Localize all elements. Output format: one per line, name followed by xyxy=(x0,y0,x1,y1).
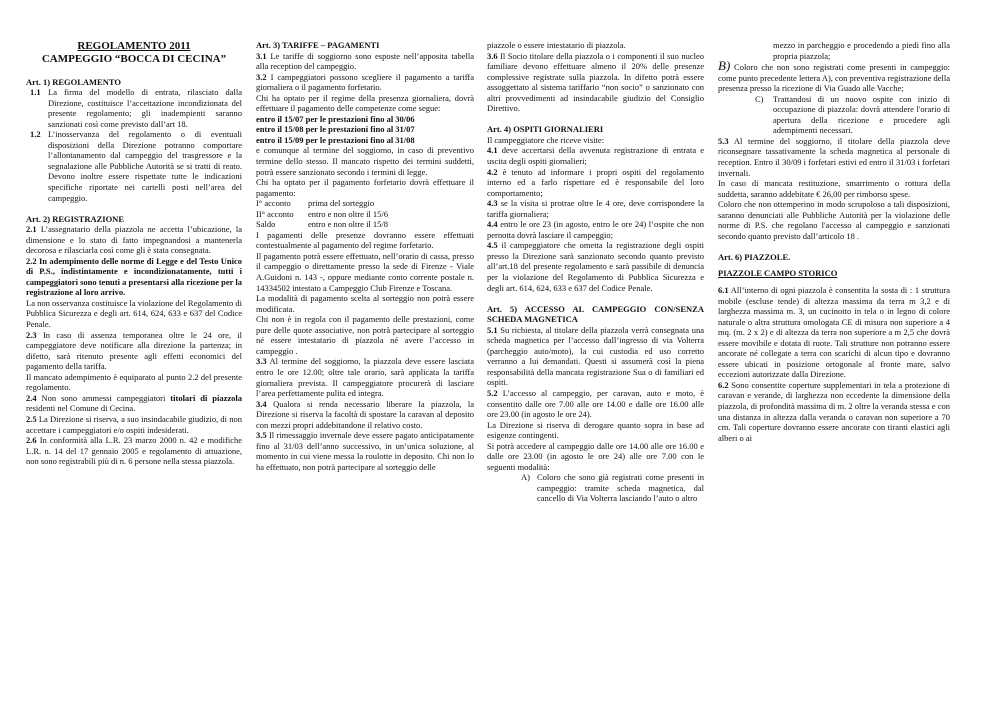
rule-1-2: 1.2 L’inosservanza del regolamento o di eventuali disposizioni della Direzione potranno comportare l’allontanamento dal campeggio del trasgressore e la segnalazione alle Pubbliche Autorità se si tratti di reato. Devono inoltre essere rispettate tutte le indicazioni specifiche riportate nei cartelli posti nell’area del campeggio. xyxy=(30,129,242,203)
payment-text-1: I pagamenti delle presenze dovranno essere effettuati contestualmente al pagamento del regime forfetario. xyxy=(256,229,474,251)
rule-3-5-cont: piazzole o essere intestatario di piazzola. xyxy=(487,40,626,50)
rule-4-4: 4.4 entro le ore 23 (in agosto, entro le ore 24) l’ospite che non pernotta dovrà lasciare il campeggio; xyxy=(487,219,704,240)
column-2 xyxy=(256,40,474,472)
list-item-a-cont: mezzo in parcheggio e procedendo a piedi fino alla propria piazzola; xyxy=(773,40,950,61)
art1-heading: Art. 1) REGOLAMENTO xyxy=(26,76,121,87)
rule-5-2-text-2: La Direzione si riserva di derogare quanto sopra in base ad esigenze contingenti. xyxy=(487,419,704,441)
column-4 xyxy=(718,40,950,443)
rule-3-2-text: Chi ha optato per il regime della presenza giornaliera, dovrà effettuare il pagamento delle competenze come segue: xyxy=(256,92,474,114)
installment-1: I° acconto prima del sorteggio xyxy=(256,198,375,209)
rule-2-4: 2.4 Non sono ammessi campeggiatori titolari di piazzola residenti nel Comune di Cecina. xyxy=(26,392,242,414)
rule-3-1: 3.1 Le tariffe di soggiorno sono esposte nell’apposita tabella alla reception del campeggio. xyxy=(256,50,475,72)
deadline-3: entro il 15/09 per le prestazioni fino al 31/08 xyxy=(256,134,415,145)
forfait-text: Chi ha optato per il pagamento forfetario dovrà effettuare il pagamento: xyxy=(256,177,474,198)
rule-2-5: 2.5 La Direzione si riserva, a suo insindacabile giudizio, di non accettare i campeggiatori e/o ospiti indesiderati. xyxy=(26,413,243,435)
title-line-1: REGOLAMENTO 2011 xyxy=(77,40,191,52)
rule-5-2: 5.2 L’accesso al campeggio, per caravan, auto e moto, è consentito dalle ore 7.00 alle ore 14.00 e dalle ore 16.00 alle ore 23.00 (in agosto le ore 24). xyxy=(487,387,705,420)
deadline-text: e comunque al termine del soggiorno, in caso di preventivo termine dello stesso. Il mancato rispetto dei termini suddetti, potrà essere sanzionato secondo i termini di legge. xyxy=(256,145,474,177)
rule-2-3-text: Il mancato adempimento è equiparato al punto 2.2 del presente regolamento. xyxy=(26,371,242,393)
rule-3-6: 3.6 Il Socio titolare della piazzola o i componenti il suo nucleo familiare devono effettuare almeno il 20% delle presenze complessive registrate sulla piazzola. In difetto potrà essere assoggettato al sistema tariffario “non socio” o sanzionato con altri provvedimenti ad insindacabile giudizio del Consiglio Direttivo. xyxy=(487,50,704,114)
payment-text-3: La modalità di pagamento scelta al sorteggio non potrà essere modificata. xyxy=(256,293,474,314)
rule-2-6: 2.6 In conformità alla L.R. 23 marzo 2000 n. 42 e modifiche L.R. n. 14 del 17 gennaio 2005 e regolamento di attuazione, non sono registrabili più di n. 6 persone nella stessa piazzola. xyxy=(26,435,242,467)
rule-1-1: 1.1 La firma del modello di entrata, rilasciato dalla Direzione, costituisce l’accettazione incondizionata del presente regolamento; gli inadempienti saranno sanzionati così come previsto dall’art 18. xyxy=(30,87,242,129)
title-line-2: CAMPEGGIO “BOCCA DI CECINA” xyxy=(41,53,227,65)
document-title xyxy=(26,40,242,66)
art6-subheading: PIAZZOLE CAMPO STORICO xyxy=(718,268,838,279)
rule-3-2: 3.2 I campeggiatori possono scegliere il pagamento a tariffa giornaliera o il pagamento forfetario. xyxy=(256,71,474,93)
rule-5-2-text-3: Si potrà accedere al campeggio dalle ore 14.00 alle ore 16.00 e dalle ore 23.00 (in agosto le ore 24) alle ore 7.00 con le seguenti modalità: xyxy=(487,440,704,472)
list-item-a: A) Coloro che sono già registrati come presenti in campeggio: tramite scheda magnetica, dal cancello di Via Volterra lasciando l’auto o altro xyxy=(521,472,704,504)
rule-2-2-text: La non osservanza costituisce la violazione del Regolamento di Pubblica Sicurezza e degli art. 614, 624, 633 e 637 del Codice Penale. xyxy=(26,297,242,330)
column-3 xyxy=(487,40,704,504)
rule-2-3: 2.3 In caso di assenza temporanea oltre le 24 ore, il campeggiatore deve notificare alla direzione la partenza; in difetto, sarà ritenuto presente agli effetti economici del pagamento della tariffa. xyxy=(26,329,243,372)
rule-5-3: 5.3 Al termine del soggiorno, il titolare della piazzola deve riconsegnare tassativamente la scheda magnetica al personale di reception. Entro il 30/09 i forfetari estivi ed entro il 31/03 i forfetari invernali. xyxy=(718,135,950,178)
deadline-2: entro il 15/08 per le prestazioni fino al 31/07 xyxy=(256,124,415,135)
rule-3-3: 3.3 Al termine del soggiorno, la piazzola deve essere lasciata entro le ore 12.00; oltre tale orario, sarà applicata la tariffa giornaliera prevista. Il campeggiatore procurerà di lasciare l’area perfettamente pulita ed integra. xyxy=(256,356,475,399)
rule-4-3: 4.3 se la visita si protrae oltre le 4 ore, deve corrispondere la tariffa giornaliera; xyxy=(487,198,705,219)
rule-6-2: 6.2 Sono consentite coperture supplementari in tela a protezione di caravan e verande, di larghezza non eccedente la dimensione della piazzola, di profondità massima di m. 2 oltre la veranda stessa e con una distanza in altezza dalla veranda o caravan non superiore a 70 cm. Tali coperture dovranno essere ancorate con tiranti elastici agli alberi o ai xyxy=(718,379,950,443)
art4-heading: Art. 4) OSPITI GIORNALIERI xyxy=(487,124,604,135)
art5-heading: Art. 5) ACCESSO AL CAMPEGGIO CON/SENZA SCHEDA MAGNETICA xyxy=(487,303,704,325)
rule-2-2: 2.2 In adempimento delle norme di Legge e del Testo Unico di P.S., indistintamente e incondizionatamente, tutti i campeggiatori sono tenuti a presentarsi alla ricezione per la registrazione al loro arrivo. xyxy=(26,255,242,298)
rule-6-1: 6.1 All’interno di ogni piazzola è consentita la sosta di : 1 struttura mobile (escluse tende) di altezza massima da terra m 3,2 e di larghezza massima m. 3, un cucinotto in tela o in legno di colore naturale o altra struttura omologata CE di misura non superiore a 4 mq. (m. 2 x 2) e di altezza da terra non superiore a m 2,5 che dovrà essere movibile e dotata di ruote. Tali strutture non potranno essere ancorate né collegate a terra con scarichi di alcun tipo e dovranno essere ubicati in posizione ortogonale al fronte mare, salvo eccezioni autorizzate dalla Direzione. xyxy=(718,284,950,380)
rule-5-1: 5.1 Su richiesta, al titolare della piazzola verrà consegnata una scheda magnetica per l’accesso dall’ingresso di via Volterra (parcheggio auto/moto), la cui custodia ed uso corretto verranno a lui demandati. Questi si assumerà così la piena responsabilità della mancata registrazione Sua o di familiari ed ospiti. xyxy=(487,324,704,388)
list-item-c: C) Trattandosi di un nuovo ospite con inizio di occupazione di piazzola: dovrà attendere l'orario di apertura della ricezione e procedere agli adempimenti necessari. xyxy=(755,93,950,136)
deadline-1: entro il 15/07 per le prestazioni fino al 30/06 xyxy=(256,113,415,124)
rule-2-1: 2.1 L’assegnatario della piazzola ne accetta l’ubicazione, la dimensione e lo stato di fatto impegnandosi a mantenerla decorosa e rilasciarla così come gli è stata consegnata. xyxy=(26,224,242,256)
art2-heading: Art. 2) REGISTRAZIONE xyxy=(26,213,124,224)
list-item-b: B) Coloro che non sono registrati come presenti in campeggio: come punto precedente lettera A), con preventiva registrazione della presenza presso la ricezione di Via Guado alle Vacche; xyxy=(718,58,950,94)
rule-4-intro: Il campeggiatore che riceve visite: xyxy=(487,134,605,145)
rule-4-5: 4.5 il campeggiatore che ometta la registrazione degli ospiti presso la Direzione sarà sanzionato secondo quanto previsto all’art.18 del presente regolamento e sarà passibile di denuncia per la violazione del Regolamento di Pubblica Sicurezza e degli art. 614, 624, 633 e 637 del Codice Penale. xyxy=(487,240,704,293)
rule-5-3-text-2: In caso di mancata restituzione, smarrimento o rottura della suddetta, saranno addebitate € 26,00 per rimborso spese. xyxy=(718,178,950,199)
payment-text-2: Il pagamento potrà essere effettuato, nell’orario di cassa, presso il campeggio o direttamente presso la sede di Firenze - Viale A.Guidoni n. 143 -, oppure mediante conto corrente postale n. 14334502 intestato a Campeggio Club Firenze e Toscana. xyxy=(256,250,474,293)
rule-3-4: 3.4 Qualora si renda necessario liberare la piazzola, la Direzione si riserva la facoltà di spostare la caravan al deposito con mezzi propri addebitandone il relativo costo. xyxy=(256,398,475,430)
installment-3: Saldo entro e non oltre il 15/8 xyxy=(256,219,389,230)
art6-heading: Art. 6) PIAZZOLE. xyxy=(718,251,791,262)
installment-2: II° acconto entro e non oltre il 15/6 xyxy=(256,208,389,219)
rule-3-5: 3.5 Il rimessaggio invernale deve essere pagato anticipatamente fino al 31/03 dell’anno successivo, in un’unica soluzione, al momento in cui viene messa la roulotte in deposito. Chi non lo ha effettuato, non potrà partecipare al sorteggio delle xyxy=(256,430,475,472)
column-1 xyxy=(26,40,242,467)
art3-heading: Art. 3) TARIFFE – PAGAMENTI xyxy=(256,40,380,50)
rule-4-2: 4.2 è tenuto ad informare i propri ospiti del regolamento interno ed a farlo rispettare ed è responsabile del loro comportamento; xyxy=(487,166,705,198)
rule-5-3-text-3: Coloro che non ottemperino in modo scrupoloso a tali disposizioni, saranno denunciati alle Pubbliche Autorità per la violazione delle norme di P.S. che regolano l'accesso al campeggio e sanzionati secondo quanto previsto dall’articolo 18 . xyxy=(718,199,950,241)
rule-4-1: 4.1 deve accertarsi della avvenuta registrazione di entrata e uscita degli ospiti giornalieri; xyxy=(487,145,705,166)
payment-text-4: Chi non è in regola con il pagamento delle prestazioni, come pure delle quote associative, non potrà partecipare al sorteggio né essere intestatario di piazzola né avere l’accesso in campeggio . xyxy=(256,314,474,356)
